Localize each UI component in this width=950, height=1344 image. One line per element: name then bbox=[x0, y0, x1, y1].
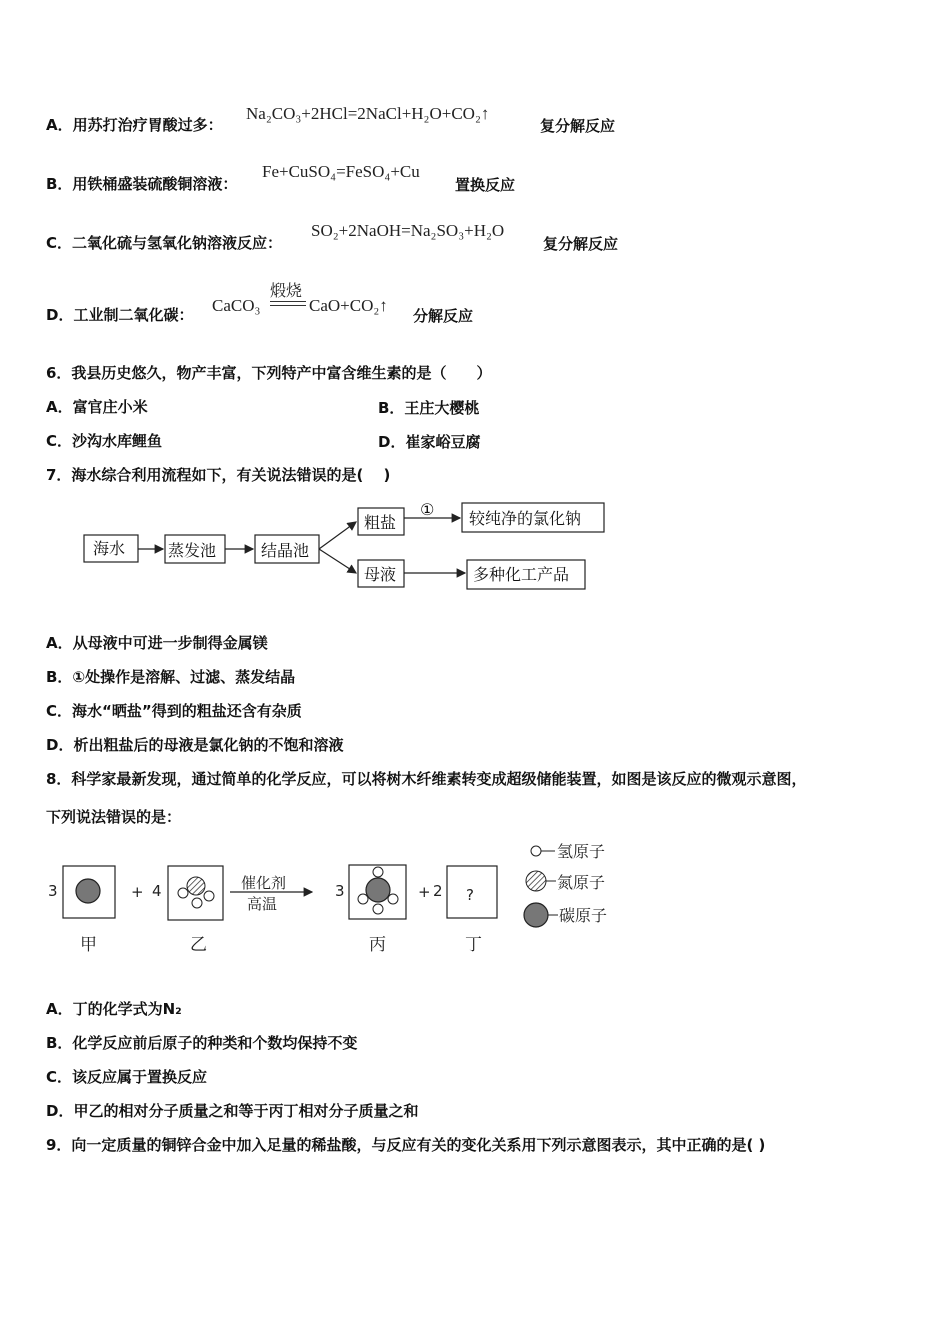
q7-option-b: B．①处操作是溶解、过滤、蒸发结晶 bbox=[46, 668, 296, 686]
q5-option-d-formula-right: CaO+CO₂↑ bbox=[309, 296, 388, 315]
q8-option-b: B．化学反应前后原子的种类和个数均保持不变 bbox=[46, 1034, 358, 1052]
q5-option-c-label: C．二氧化硫与氢氧化钠溶液反应： bbox=[46, 234, 283, 252]
q8-diagram bbox=[48, 842, 607, 955]
q8-yi-h-atom-2 bbox=[192, 898, 202, 908]
q8-coef-jia: 3 bbox=[48, 882, 58, 900]
q8-bing-h-atom-3 bbox=[373, 904, 383, 914]
q6-stem: 6．我县历史悠久，物产丰富，下列特产中富含维生素的是（ ） bbox=[46, 364, 492, 382]
q5-option-c-type: 复分解反应 bbox=[543, 235, 619, 253]
q8-option-d: D．甲乙的相对分子质量之和等于丙丁相对分子质量之和 bbox=[46, 1102, 419, 1120]
q5-option-d-type: 分解反应 bbox=[413, 307, 474, 325]
q8-option-c: C．该反应属于置换反应 bbox=[46, 1068, 208, 1086]
q7-label-crystal: 结晶池 bbox=[261, 541, 310, 560]
q8-yi-h-atom-3 bbox=[204, 891, 214, 901]
q7-label-pure: 较纯净的氯化钠 bbox=[469, 509, 582, 528]
q8-jia-carbon-atom bbox=[76, 879, 100, 903]
q7-arrow-3 bbox=[319, 522, 356, 549]
q5-option-c-formula: SO₂+2NaOH=Na₂SO₃+H₂O bbox=[311, 221, 505, 240]
q8-bing-h-atom-4 bbox=[388, 894, 398, 904]
q8-legend-c: 碳原子 bbox=[559, 906, 608, 925]
q7-label-mother: 母液 bbox=[364, 565, 397, 584]
q8-option-a: A．丁的化学式为N₂ bbox=[46, 1000, 182, 1018]
q7-option-a: A．从母液中可进一步制得金属镁 bbox=[46, 634, 268, 652]
q8-stem-line-1: 8．科学家最新发现，通过简单的化学反应，可以将树木纤维素转变成超级储能装置，如图是该反应的微观示意图， bbox=[46, 770, 807, 788]
q7-option-d: D．析出粗盐后的母液是氯化钠的不饱和溶液 bbox=[46, 736, 344, 754]
q6-option-a: A．富官庄小米 bbox=[46, 398, 148, 416]
q8-plus-1: + bbox=[131, 883, 144, 901]
q8-stem-line-2: 下列说法错误的是： bbox=[46, 808, 182, 826]
q5-option-a-type: 复分解反应 bbox=[540, 117, 616, 135]
q6-option-d: D．崔家峪豆腐 bbox=[378, 433, 481, 451]
q5-option-d-formula-left: CaCO₃ bbox=[212, 296, 261, 315]
q8-condition-2: 高温 bbox=[247, 895, 278, 913]
q6-option-c: C．沙沟水库鲤鱼 bbox=[46, 432, 163, 450]
q8-plus-2: + bbox=[418, 883, 431, 901]
q7-label-step: ① bbox=[420, 500, 435, 519]
q7-label-evap: 蒸发池 bbox=[168, 541, 217, 560]
q5-option-d-label: D．工业制二氧化碳： bbox=[46, 306, 194, 324]
q8-name-yi: 乙 bbox=[190, 935, 207, 955]
q7-arrow-4 bbox=[319, 549, 356, 573]
q5-option-d-condition: 煅烧 bbox=[270, 283, 303, 300]
q7-label-seawater: 海水 bbox=[93, 539, 126, 558]
q5-option-b-type: 置换反应 bbox=[455, 176, 516, 194]
q8-unknown: ? bbox=[466, 886, 474, 904]
q9-stem: 9．向一定质量的铜锌合金中加入足量的稀盐酸，与反应有关的变化关系用下列示意图表示，其中正确的是( ) bbox=[46, 1136, 766, 1154]
q8-name-bing: 丙 bbox=[369, 935, 386, 955]
q6-option-b: B．王庄大樱桃 bbox=[378, 399, 480, 417]
q7-option-c: C．海水“晒盐”得到的粗盐还含有杂质 bbox=[46, 702, 302, 720]
q8-bing-h-atom-1 bbox=[373, 867, 383, 877]
q7-label-crude: 粗盐 bbox=[364, 513, 397, 532]
q5-option-a-label: A．用苏打治疗胃酸过多： bbox=[46, 116, 223, 134]
q8-bing-carbon-atom bbox=[366, 878, 390, 902]
q5-option-b-label: B．用铁桶盛装硫酸铜溶液： bbox=[46, 175, 238, 193]
q8-yi-h-atom-1 bbox=[178, 888, 188, 898]
q8-legend-n-icon bbox=[526, 871, 546, 891]
q8-coef-ding: 2 bbox=[433, 882, 443, 900]
q8-name-ding: 丁 bbox=[465, 935, 482, 955]
q5-option-b-formula: Fe+CuSO₄=FeSO₄+Cu bbox=[262, 162, 420, 181]
q8-legend-n: 氮原子 bbox=[557, 873, 606, 892]
q7-label-products: 多种化工产品 bbox=[473, 565, 570, 584]
q8-legend-c-icon bbox=[524, 903, 548, 927]
q8-yi-nitrogen-atom bbox=[187, 877, 205, 895]
q8-coef-bing: 3 bbox=[335, 882, 345, 900]
q8-condition-1: 催化剂 bbox=[241, 874, 287, 892]
q7-stem: 7．海水综合利用流程如下，有关说法错误的是( ) bbox=[46, 466, 391, 484]
q5-option-a-formula: Na₂CO₃+2HCl=2NaCl+H₂O+CO₂↑ bbox=[246, 104, 490, 123]
q8-name-jia: 甲 bbox=[80, 935, 97, 955]
q8-legend-h-icon bbox=[531, 846, 541, 856]
q8-legend-h: 氢原子 bbox=[557, 842, 606, 861]
q8-coef-yi: 4 bbox=[152, 882, 162, 900]
q8-bing-h-atom-2 bbox=[358, 894, 368, 904]
